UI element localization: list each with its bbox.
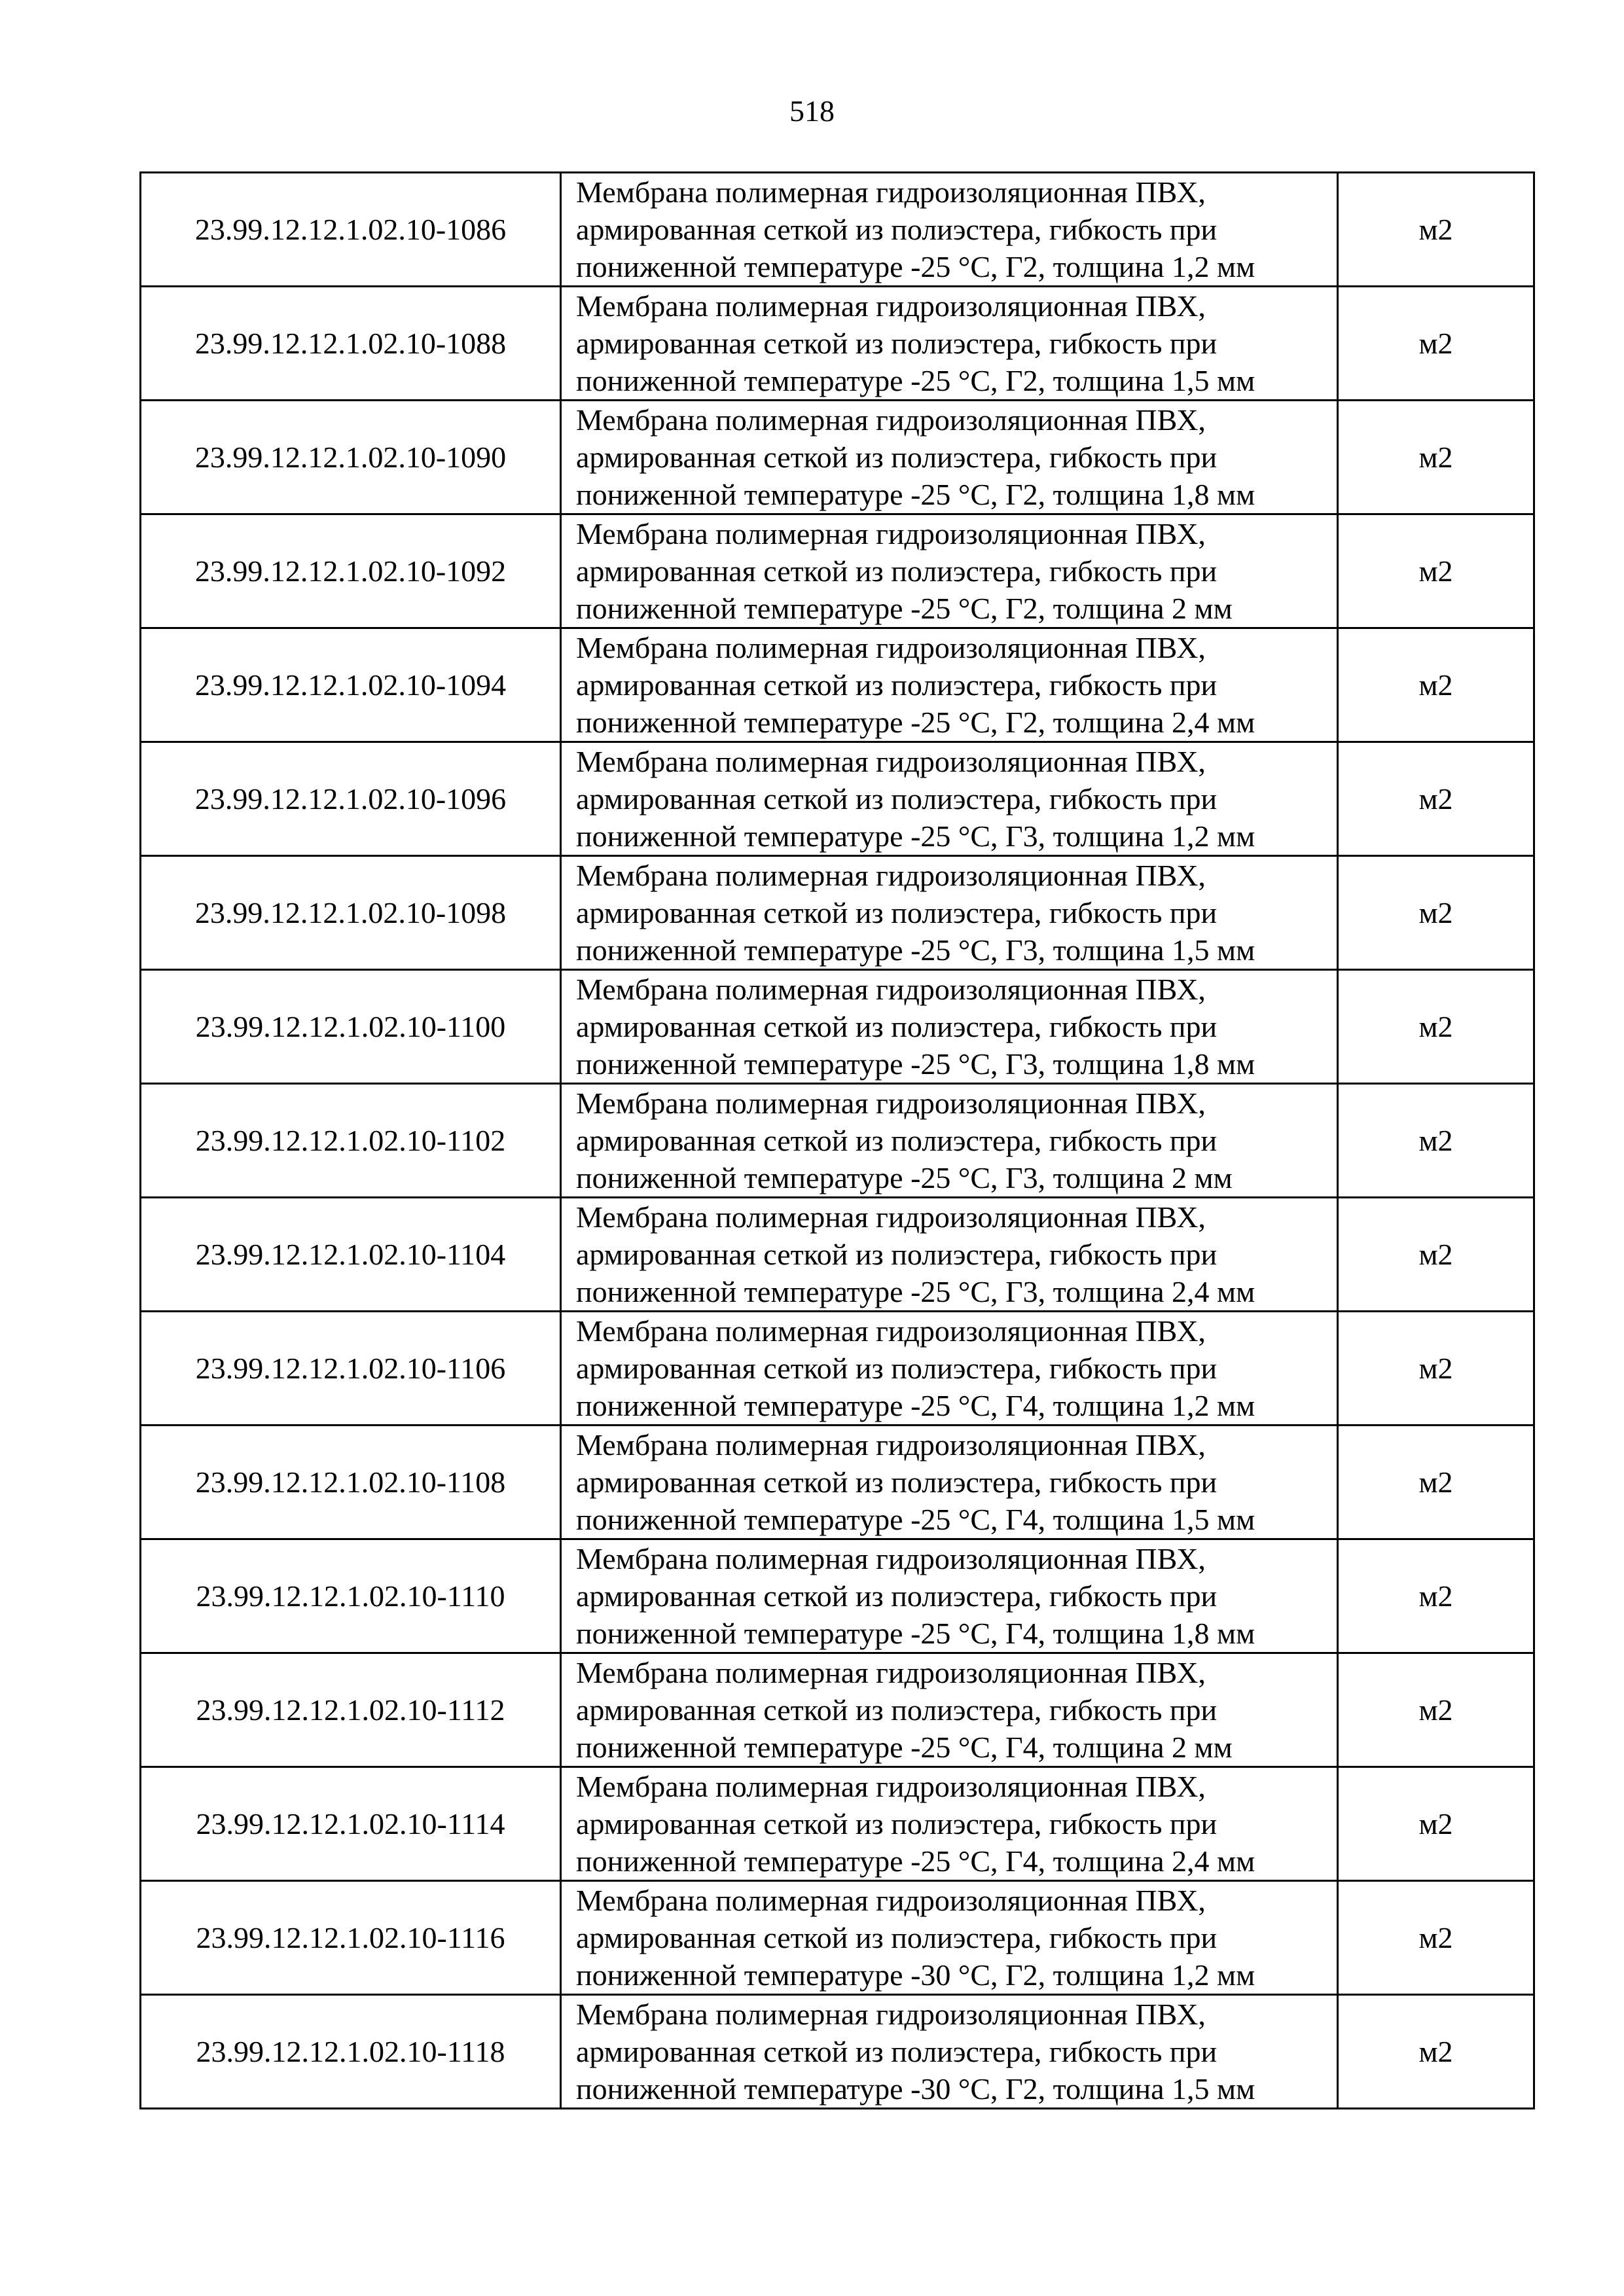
code-cell: 23.99.12.12.1.02.10-1106 [141,1312,561,1426]
table-row [141,514,1534,628]
code-cell: 23.99.12.12.1.02.10-1096 [141,742,561,856]
description-line: пониженной температуре -25 °С, Г4, толщина 2,4 мм [576,1844,1255,1878]
table-body [141,173,1534,2109]
description-line: Мембрана полимерная гидроизоляционная ПВХ, [576,1314,1206,1348]
table-row [141,856,1534,970]
description-line: Мембрана полимерная гидроизоляционная ПВХ, [576,1086,1206,1120]
description-line: армированная сеткой из полиэстера, гибкость при [576,327,1218,360]
table-row [141,401,1534,514]
description-line: Мембрана полимерная гидроизоляционная ПВХ, [576,745,1206,778]
description-cell [561,1995,1338,2109]
description-line: пониженной температуре -25 °С, Г4, толщина 2 мм [576,1731,1233,1764]
code-cell: 23.99.12.12.1.02.10-1110 [141,1539,561,1653]
table-row [141,1312,1534,1426]
description-line: Мембрана полимерная гидроизоляционная ПВХ, [576,1770,1206,1803]
description-line: пониженной температуре -25 °С, Г4, толщина 1,8 мм [576,1617,1255,1650]
description-cell [561,1881,1338,1995]
description-line: пониженной температуре -25 °С, Г3, толщина 1,5 мм [576,933,1255,967]
description-line: армированная сеткой из полиэстера, гибкость при [576,1579,1218,1613]
table-row [141,173,1534,287]
description-line: Мембрана полимерная гидроизоляционная ПВХ, [576,1428,1206,1462]
description-line: армированная сеткой из полиэстера, гибкость при [576,896,1218,929]
code-cell: 23.99.12.12.1.02.10-1112 [141,1653,561,1767]
description-cell [561,742,1338,856]
description-cell [561,970,1338,1084]
description-line: пониженной температуре -25 °С, Г3, толщина 1,8 мм [576,1047,1255,1081]
description-line: пониженной температуре -25 °С, Г4, толщина 1,5 мм [576,1503,1255,1536]
description-line: Мембрана полимерная гидроизоляционная ПВХ, [576,289,1206,323]
description-line: пониженной температуре -25 °С, Г2, толщина 1,8 мм [576,478,1255,511]
code-cell: 23.99.12.12.1.02.10-1092 [141,514,561,628]
unit-cell: м2 [1338,514,1534,628]
description-line: армированная сеткой из полиэстера, гибкость при [576,440,1218,474]
description-line: Мембрана полимерная гидроизоляционная ПВХ, [576,517,1206,550]
description-line: армированная сеткой из полиэстера, гибкость при [576,2035,1218,2068]
unit-cell: м2 [1338,287,1534,401]
description-line: Мембрана полимерная гидроизоляционная ПВХ, [576,1884,1206,1917]
description-line: пониженной температуре -25 °С, Г2, толщина 1,5 мм [576,364,1255,397]
description-line: армированная сеткой из полиэстера, гибкость при [576,1921,1218,1954]
description-line: Мембрана полимерная гидроизоляционная ПВХ, [576,1656,1206,1689]
code-cell: 23.99.12.12.1.02.10-1086 [141,173,561,287]
code-cell: 23.99.12.12.1.02.10-1104 [141,1198,561,1312]
description-line: пониженной температуре -25 °С, Г2, толщина 2,4 мм [576,706,1255,739]
unit-cell: м2 [1338,1653,1534,1767]
code-cell: 23.99.12.12.1.02.10-1098 [141,856,561,970]
description-cell [561,173,1338,287]
table-row [141,1426,1534,1539]
table-row [141,742,1534,856]
description-line: пониженной температуре -25 °С, Г2, толщина 2 мм [576,592,1233,625]
code-cell: 23.99.12.12.1.02.10-1100 [141,970,561,1084]
description-cell [561,1539,1338,1653]
description-cell [561,1312,1338,1426]
description-line: Мембрана полимерная гидроизоляционная ПВХ, [576,631,1206,664]
unit-cell: м2 [1338,742,1534,856]
description-line: пониженной температуре -25 °С, Г3, толщина 2 мм [576,1161,1233,1194]
unit-cell: м2 [1338,1084,1534,1198]
description-line: Мембрана полимерная гидроизоляционная ПВХ, [576,403,1206,437]
description-line: Мембрана полимерная гидроизоляционная ПВХ, [576,859,1206,892]
description-cell [561,401,1338,514]
description-line: Мембрана полимерная гидроизоляционная ПВХ, [576,1200,1206,1234]
code-cell: 23.99.12.12.1.02.10-1102 [141,1084,561,1198]
unit-cell: м2 [1338,1881,1534,1995]
unit-cell: м2 [1338,1767,1534,1881]
unit-cell: м2 [1338,628,1534,742]
description-cell [561,1767,1338,1881]
table-row [141,1653,1534,1767]
resource-table [139,171,1535,2109]
description-line: Мембрана полимерная гидроизоляционная ПВХ, [576,1542,1206,1575]
description-line: Мембрана полимерная гидроизоляционная ПВХ, [576,973,1206,1006]
code-cell: 23.99.12.12.1.02.10-1116 [141,1881,561,1995]
description-cell [561,514,1338,628]
description-line: пониженной температуре -25 °С, Г3, толщина 2,4 мм [576,1275,1255,1308]
description-line: армированная сеткой из полиэстера, гибкость при [576,782,1218,816]
table-row [141,970,1534,1084]
code-cell: 23.99.12.12.1.02.10-1090 [141,401,561,514]
code-cell: 23.99.12.12.1.02.10-1114 [141,1767,561,1881]
description-line: пониженной температуре -25 °С, Г2, толщина 1,2 мм [576,250,1255,283]
description-line: пониженной температуре -25 °С, Г4, толщина 1,2 мм [576,1389,1255,1422]
table-row [141,287,1534,401]
code-cell: 23.99.12.12.1.02.10-1118 [141,1995,561,2109]
description-line: армированная сеткой из полиэстера, гибкость при [576,554,1218,588]
description-cell [561,1084,1338,1198]
description-line: Мембрана полимерная гидроизоляционная ПВХ, [576,175,1206,209]
description-cell [561,856,1338,970]
page-number: 518 [789,94,835,128]
description-line: армированная сеткой из полиэстера, гибкость при [576,668,1218,702]
table-row [141,1198,1534,1312]
table-row [141,1084,1534,1198]
table-row [141,628,1534,742]
unit-cell: м2 [1338,970,1534,1084]
description-line: армированная сеткой из полиэстера, гибкость при [576,1693,1218,1727]
table-row [141,1995,1534,2109]
description-line: армированная сеткой из полиэстера, гибкость при [576,1124,1218,1157]
description-line: армированная сеткой из полиэстера, гибкость при [576,1010,1218,1043]
table-row [141,1881,1534,1995]
description-cell [561,287,1338,401]
unit-cell: м2 [1338,1312,1534,1426]
description-line: армированная сеткой из полиэстера, гибкость при [576,1238,1218,1271]
unit-cell: м2 [1338,1426,1534,1539]
table-row [141,1767,1534,1881]
description-line: пониженной температуре -25 °С, Г3, толщина 1,2 мм [576,819,1255,853]
description-line: армированная сеткой из полиэстера, гибкость при [576,1465,1218,1499]
unit-cell: м2 [1338,1539,1534,1653]
description-line: пониженной температуре -30 °С, Г2, толщина 1,2 мм [576,1958,1255,1992]
description-line: пониженной температуре -30 °С, Г2, толщина 1,5 мм [576,2072,1255,2106]
description-cell [561,1426,1338,1539]
description-line: Мембрана полимерная гидроизоляционная ПВХ, [576,1998,1206,2031]
unit-cell: м2 [1338,401,1534,514]
table-row [141,1539,1534,1653]
description-cell [561,1653,1338,1767]
unit-cell: м2 [1338,1198,1534,1312]
description-cell [561,1198,1338,1312]
description-line: армированная сеткой из полиэстера, гибкость при [576,1807,1218,1840]
description-cell [561,628,1338,742]
code-cell: 23.99.12.12.1.02.10-1108 [141,1426,561,1539]
unit-cell: м2 [1338,1995,1534,2109]
unit-cell: м2 [1338,173,1534,287]
description-line: армированная сеткой из полиэстера, гибкость при [576,1352,1218,1385]
code-cell: 23.99.12.12.1.02.10-1088 [141,287,561,401]
code-cell: 23.99.12.12.1.02.10-1094 [141,628,561,742]
unit-cell: м2 [1338,856,1534,970]
description-line: армированная сеткой из полиэстера, гибкость при [576,213,1218,246]
